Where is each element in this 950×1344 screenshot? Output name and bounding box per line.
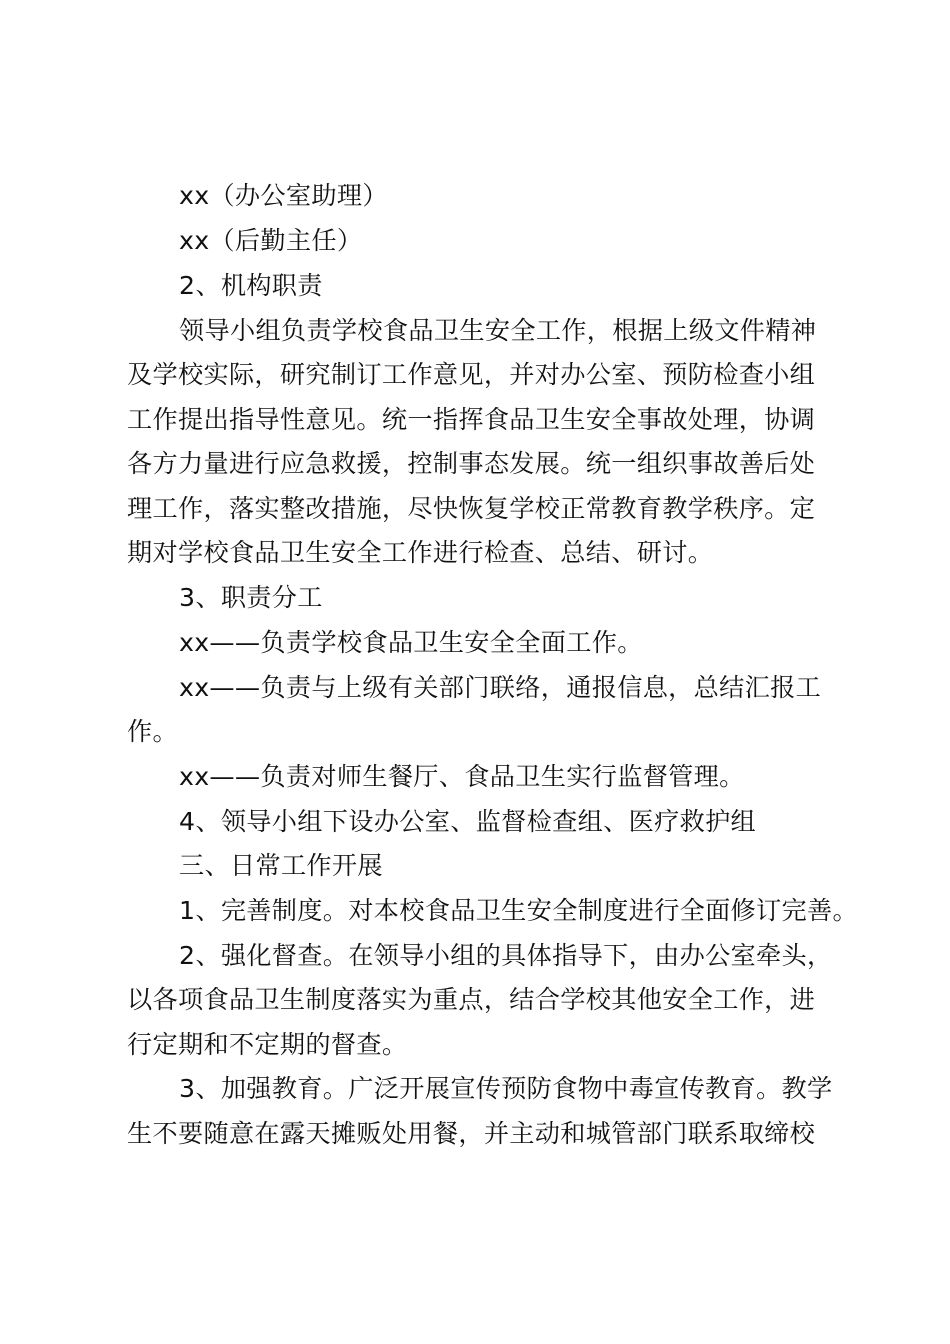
paragraph-line: 领导小组负责学校食品卫生安全工作，根据上级文件精神 bbox=[179, 316, 817, 345]
paragraph-line: 行定期和不定期的督查。 bbox=[127, 1030, 408, 1059]
paragraph-line: 2、强化督查。在领导小组的具体指导下，由办公室牵头， bbox=[179, 941, 833, 970]
paragraph-line: 工作提出指导性意见。统一指挥食品卫生安全事故处理，协调 bbox=[127, 405, 816, 434]
paragraph-line: 理工作，落实整改措施，尽快恢复学校正常教育教学秩序。定 bbox=[127, 494, 816, 523]
paragraph-line: 各方力量进行应急救援，控制事态发展。统一组织事故善后处 bbox=[127, 449, 816, 478]
paragraph-line: 期对学校食品卫生安全工作进行检查、总结、研讨。 bbox=[127, 538, 714, 567]
section-heading-subgroups: 4、领导小组下设办公室、监督检查组、医疗救护组 bbox=[179, 807, 757, 836]
paragraph-line: 3、加强教育。广泛开展宣传预防食物中毒宣传教育。教学 bbox=[179, 1074, 833, 1103]
paragraph-line: 以各项食品卫生制度落实为重点，结合学校其他安全工作，进 bbox=[127, 985, 816, 1014]
member-logistics-director: xx（后勤主任） bbox=[179, 226, 363, 255]
section-heading-duties: 2、机构职责 bbox=[179, 271, 323, 300]
section-heading-daily-work: 三、日常工作开展 bbox=[179, 851, 383, 880]
duty-item: xx——负责对师生餐厅、食品卫生实行监督管理。 bbox=[179, 762, 745, 791]
paragraph-line: 1、完善制度。对本校食品卫生安全制度进行全面修订完善。 bbox=[179, 896, 858, 925]
duty-item-continuation: 作。 bbox=[127, 717, 178, 746]
duty-item: xx——负责学校食品卫生安全全面工作。 bbox=[179, 628, 643, 657]
paragraph-line: 及学校实际，研究制订工作意见，并对办公室、预防检查小组 bbox=[127, 360, 816, 389]
paragraph-line: 生不要随意在露天摊贩处用餐，并主动和城管部门联系取缔校 bbox=[127, 1119, 816, 1148]
duty-item: xx——负责与上级有关部门联络，通报信息，总结汇报工 bbox=[179, 673, 822, 702]
member-office-assistant: xx（办公室助理） bbox=[179, 181, 388, 210]
section-heading-division: 3、职责分工 bbox=[179, 583, 323, 612]
